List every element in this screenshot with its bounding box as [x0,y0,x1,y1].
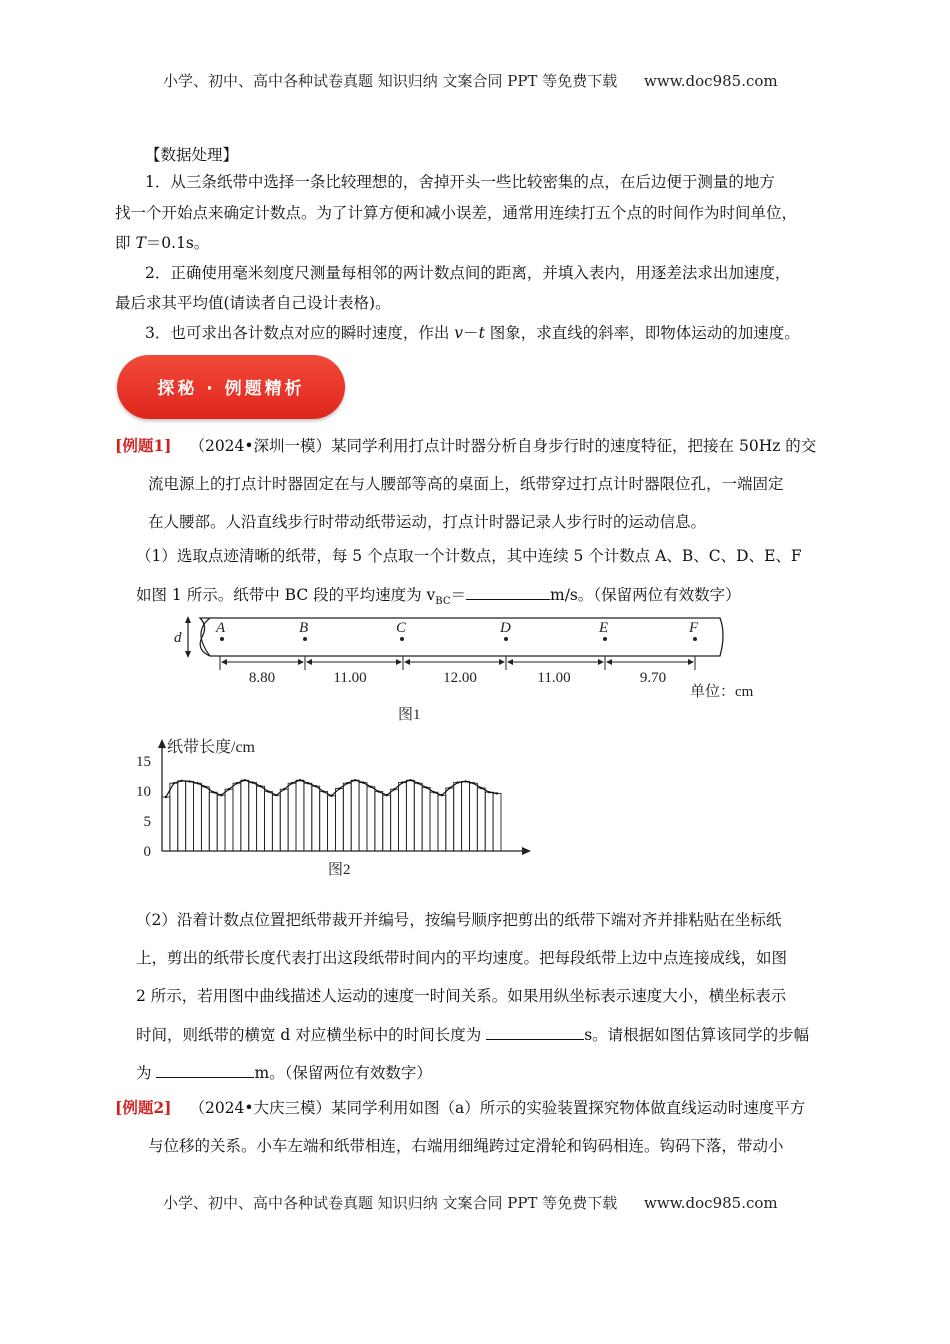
ytick-10: 10 [136,784,151,800]
midpoint-dot [196,782,198,784]
item1-line3-a: 即 [115,234,136,252]
ytick-15: 15 [136,754,151,770]
example2-line2: 与位移的关系。小车左端和纸带相连，右端用细绳跨过定滑轮和钩码相连。钩码下落，带动小 [148,1137,784,1155]
midpoint-dot [220,794,222,796]
tape-bar [367,787,375,851]
midpoint-dot [464,780,466,782]
midpoint-dot [441,794,443,796]
tape-bar [375,792,383,851]
dot-E [603,637,607,641]
figure1-caption: 图1 [398,707,421,723]
dot-C [400,637,404,641]
label-A: A [216,620,226,636]
midpoint-dot [212,791,214,793]
example1-q1-line2 [136,584,741,612]
example1-line3: 在人腰部。人沿直线步行时带动纸带运动，打点计时器记录人步行时的运动信息。 [148,513,707,531]
section-banner [117,355,345,419]
midpoint-dot [244,779,246,781]
example1-line1 [115,436,816,456]
tape-bar [312,786,320,851]
tape-bar [241,780,249,851]
ytick-5: 5 [143,814,151,830]
tape-bar [414,783,422,851]
tape-outline [200,618,723,656]
midpoint-dot [456,781,458,783]
y-axis-label: 纸带长度/cm [167,739,255,756]
item2-line2: 最后求其平均值(请读者自己设计表格)。 [115,294,391,312]
midpoint-dot [330,795,332,797]
tape-bar [225,789,233,851]
label-B: B [299,620,309,636]
example1-q2-line4 [136,1024,809,1045]
midpoint-dot [346,782,348,784]
example1-q2-line3: 2 所示，若用图中曲线描述人运动的速度一时间关系。如果用纵坐标表示速度大小，横坐标表示 [136,987,787,1005]
symbol-t: t [478,324,485,342]
tape-bar [178,781,186,851]
tape-bar [328,796,336,851]
example1-tag: [例题1] [115,436,172,455]
velocity-curve [166,780,497,797]
q2-line5-a: 为 [136,1064,157,1082]
tape-bar [493,793,501,851]
midpoint-dot [251,781,253,783]
tape-bar [446,788,454,851]
midpoint-dot [275,794,277,796]
tape-bar [257,786,265,851]
q1-line2-b: ＝ [450,586,466,604]
tape-bar [383,795,391,851]
figure2-chart [125,735,545,883]
q1-line2-sub: BC [435,596,451,608]
tape-bar [335,789,343,851]
midpoint-dot [496,792,498,794]
x-axis-arrow [522,847,531,855]
midpoint-dot [236,782,238,784]
item2-line1: 2．正确使用毫米刻度尺测量每相邻的两计数点间的距离，并填入表内，用逐差法求出加速度， [145,264,791,282]
midpoint-dot [449,787,451,789]
label-E: E [599,620,609,636]
unit-label: 单位：cm [690,684,754,700]
q2-line5-b: m。（保留两位有效数字） [254,1064,432,1082]
midpoint-dot [283,788,285,790]
label-F: F [689,620,699,636]
example2-text1: （2024•大庆三模）某同学利用如图（a）所示的实验装置探究物体做直线运动时速度平方 [189,1099,806,1117]
header-site: www.doc985.com [644,72,778,90]
tape-bar [359,783,367,851]
dot-F [693,637,697,641]
q1-line2-a: 如图 1 所示。纸带中 BC 段的平均速度为 v [136,586,436,604]
tape-bar [406,780,414,851]
item3-b: 图象，求直线的斜率，即物体运动的加速度。 [484,324,800,342]
tape-bar [304,783,312,851]
dist-CD: 12.00 [443,670,477,686]
midpoint-dot [409,779,411,781]
midpoint-dot [322,790,324,792]
midpoint-dot [480,787,482,789]
midpoint-dot [204,786,206,788]
tape-bar [264,792,272,851]
tape-bar [186,781,194,851]
midpoint-dot [401,781,403,783]
item3-dash: － [463,324,479,342]
tape-bar [477,788,485,851]
tape-bar [209,792,217,851]
midpoint-dot [417,782,419,784]
section-title: 【数据处理】 [145,146,239,164]
midpoint-dot [472,782,474,784]
tape-bar [454,783,462,851]
page-header [163,70,778,91]
tape-bar [391,789,399,851]
page-footer [163,1192,778,1213]
item1-line3-b: ＝0.1s。 [145,234,210,252]
midpoint-dot [433,791,435,793]
item3-line [145,323,800,343]
midpoint-dot [188,780,190,782]
tape-bar [462,781,470,851]
label-C: C [396,620,407,636]
bars-group [162,780,501,851]
tape-bar [343,783,351,851]
tape-bar [351,780,359,851]
tape-bar [280,789,288,851]
tape-bar [194,783,202,851]
q2-line4-a: 时间，则纸带的横宽 d 对应横坐标中的时间长度为 [136,1026,487,1044]
tape-bar [201,787,209,851]
tape-bar [217,795,225,851]
ytick-0: 0 [143,844,151,860]
midpoint-dot [315,785,317,787]
midpoint-dot [370,786,372,788]
footer-site: www.doc985.com [644,1194,778,1212]
figure2-caption: 图2 [328,862,351,878]
tape-bar [469,783,477,851]
tape-bar [249,783,257,851]
tape-bar [430,792,438,851]
item3-a: 3．也可求出各计数点对应的瞬时速度，作出 [145,324,455,342]
example1-q2-line5 [136,1062,432,1083]
example1-q1-line1: （1）选取点迹清晰的纸带，每 5 个点取一个计数点，其中连续 5 个计数点 A、B、C、D、E、F [136,547,802,565]
y-axis-arrow [158,739,166,748]
symbol-T: T [135,234,146,252]
example1-text1: （2024•深圳一模）某同学利用打点计时器分析自身步行时的速度特征，把接在 50Hz 的交 [189,437,817,455]
midpoint-dot [165,796,167,798]
q2-line4-b: s。请根据如图估算该同学的步幅 [584,1026,810,1044]
answer-blank-2[interactable] [486,1024,584,1040]
example2-tag: [例题2] [115,1098,172,1117]
example2-line1 [115,1098,805,1118]
dot-A [220,637,224,641]
example1-q2-line2: 上，剪出的纸带长度代表打出这段纸带时间内的平均速度。把每段纸带上边中点连接成线，如图 [136,949,788,967]
tape-bar [422,787,430,851]
tape-bar [288,783,296,851]
q1-line2-c: m/s。（保留两位有效数字） [550,586,741,604]
dist-DE: 11.00 [537,670,571,686]
tape-bar [399,783,407,851]
tape-bar [485,792,493,851]
tape-bar [296,780,304,851]
midpoint-dot [354,779,356,781]
footer-text: 小学、初中、高中各种试卷真题 知识归纳 文案合同 PPT 等免费下载 [163,1194,618,1212]
label-D: D [500,620,511,636]
header-text: 小学、初中、高中各种试卷真题 知识归纳 文案合同 PPT 等免费下载 [163,72,618,90]
midpoint-dot [181,780,183,782]
banner-text: 探秘 · 例题精析 [157,379,305,399]
midpoint-dot [338,787,340,789]
midpoint-dot [228,788,230,790]
symbol-v: v [454,324,464,342]
tape-bar [162,797,170,851]
figure1-tape [170,610,770,730]
example1-q2-line1: （2）沿着计数点位置把纸带裁开并编号，按编号顺序把剪出的纸带下端对齐并排粘贴在坐标纸 [136,911,782,929]
tape-bar [170,783,178,851]
answer-blank-1[interactable] [466,584,550,600]
midpoint-dot [267,790,269,792]
midpoint-dot [385,794,387,796]
midpoint-dot [488,791,490,793]
midpoint-dot [307,782,309,784]
midpoint-dot [425,786,427,788]
item1-line1: 1．从三条纸带中选择一条比较理想的，舍掉开头一些比较密集的点，在后边便于测量的地方 [145,173,775,191]
midpoint-dot [299,779,301,781]
midpoint-dot [291,782,293,784]
midpoint-dot [173,782,175,784]
d-label: d [174,630,182,646]
dist-EF: 9.70 [639,670,667,686]
midpoint-dot [378,790,380,792]
tape-bar [320,792,328,851]
item1-line2: 找一个开始点来确定计数点。为了计算方便和减小误差，通常用连续打五个点的时间作为时间单位， [115,204,798,222]
tape-bar [438,795,446,851]
tape-bar [272,795,280,851]
dot-D [504,637,508,641]
midpoint-dot [393,788,395,790]
tape-bar [233,783,241,851]
dist-AB: 8.80 [248,670,276,686]
midpoint-dot [362,781,364,783]
item1-line3 [115,233,209,253]
midpoint-dot [259,785,261,787]
dot-B [303,637,307,641]
example1-line2: 流电源上的打点计时器固定在与人腰部等高的桌面上，纸带穿过打点计时器限位孔，一端固定 [148,475,784,493]
answer-blank-3[interactable] [156,1062,254,1078]
dist-BC: 11.00 [333,670,367,686]
